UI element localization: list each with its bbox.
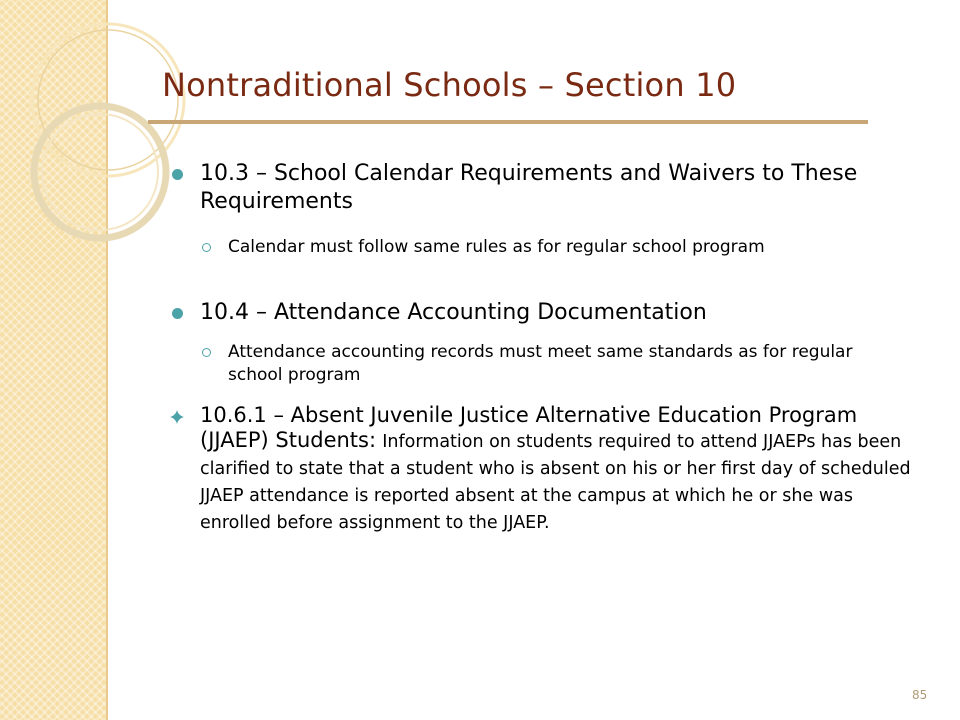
bullet-dot-icon xyxy=(172,169,183,180)
bullet-item-10-6-1 xyxy=(172,403,912,536)
sub-bullet-calendar xyxy=(172,236,912,259)
sub-bullet-text: Calendar must follow same rules as for regular school program xyxy=(228,237,765,257)
diamond-bullet-icon xyxy=(170,410,184,424)
bullet-item-10-4 xyxy=(172,299,912,327)
bullet-text: 10.4 – Attendance Accounting Documentation xyxy=(200,300,707,325)
decorative-circles-icon xyxy=(0,0,200,320)
sub-bullet-ring-icon xyxy=(202,243,211,252)
title-underline xyxy=(148,120,868,124)
sub-bullet-attendance xyxy=(172,341,912,387)
bullet-body-text: Information on students required to attend JJAEPs has been clarified to state that a student who is absent on his or her first day of scheduled JJAEP attendance is reported absent at the campus at which he or she was enrolled before assignment to the JJAEP. xyxy=(200,432,911,533)
bullet-text: 10.3 – School Calendar Requirements and Waivers to These Requirements xyxy=(200,161,858,214)
bullet-heading-text: 10.6.1 – Absent Juvenile Justice Alternative Education Program (JJAEP) Students: xyxy=(200,403,858,452)
slide-content xyxy=(172,160,912,536)
slide-title: Nontraditional Schools – Section 10 xyxy=(162,66,737,104)
sub-bullet-ring-icon xyxy=(202,348,211,357)
page-number: 85 xyxy=(912,688,928,702)
sub-bullet-text: Attendance accounting records must meet same standards as for regular school program xyxy=(228,342,853,385)
bullet-dot-icon xyxy=(172,308,183,319)
bullet-item-10-3 xyxy=(172,160,912,216)
